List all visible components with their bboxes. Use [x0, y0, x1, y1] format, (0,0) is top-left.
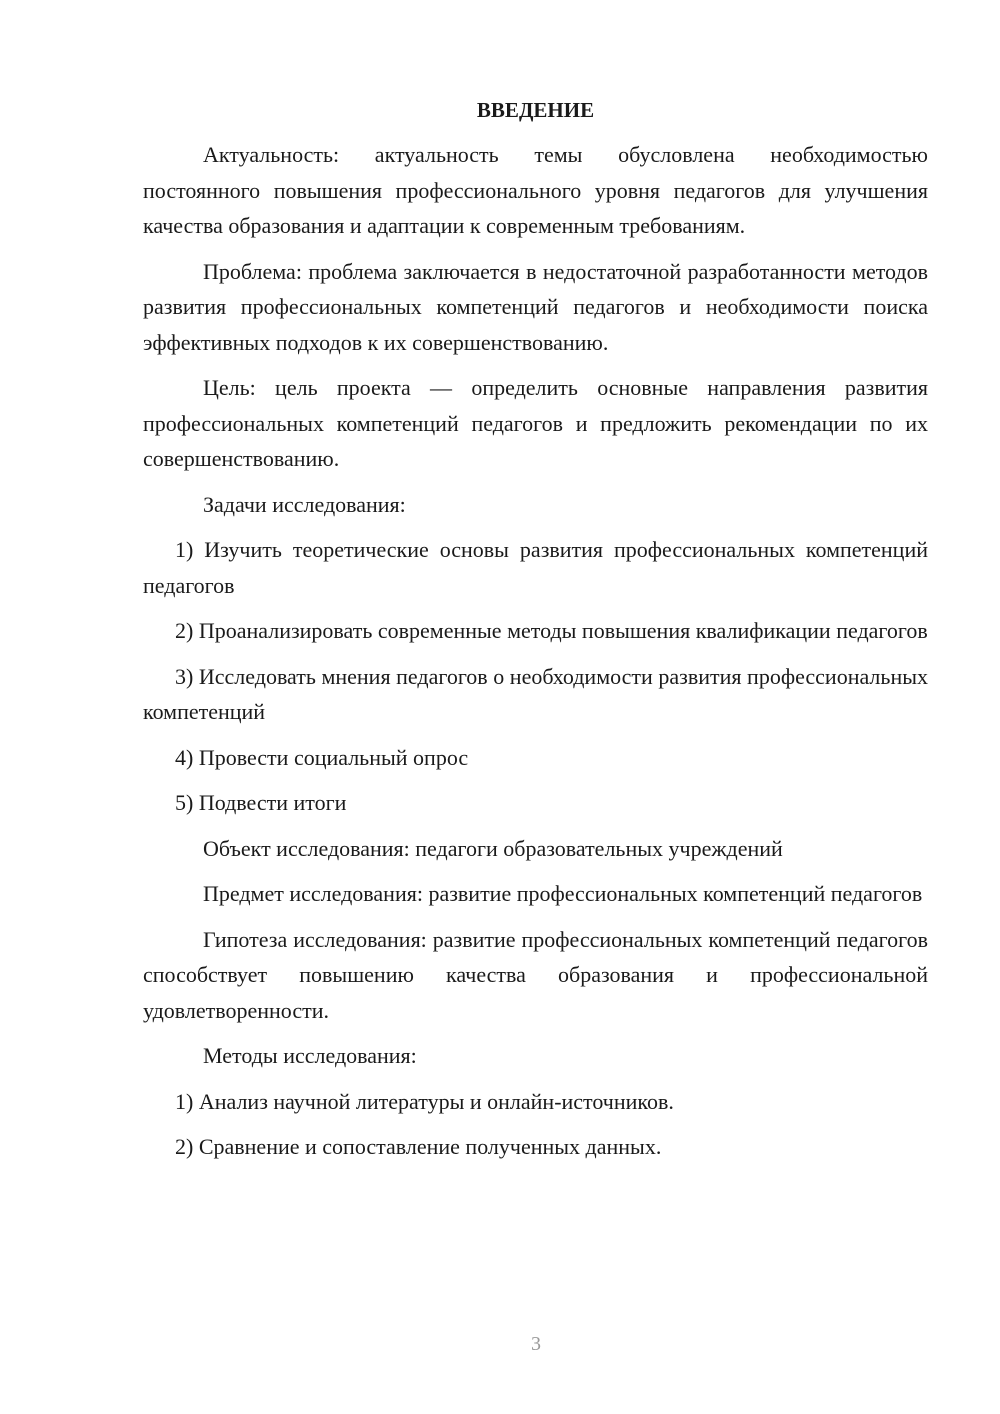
list-item-task-5: 5) Подвести итоги — [175, 790, 347, 815]
section-title: ВВЕДЕНИЕ — [476, 98, 595, 122]
list-item-method-1: 1) Анализ научной литературы и онлайн-источников. — [175, 1088, 674, 1114]
list-item-task-4: 4) Провести социальный опрос — [175, 744, 469, 770]
paragraph-tasks-heading: Задачи исследования: — [203, 491, 406, 517]
paragraph-methods-heading: Методы исследования: — [203, 1043, 417, 1068]
paragraph-problem: Проблема: проблема заключается в недостаточной разработанности методов развития профессиональных компетенций педагогов и необходимости поиска эффективных подходов к их совершенствованию. — [143, 258, 928, 355]
page-number: 3 — [531, 1333, 541, 1355]
page-content — [143, 93, 928, 1175]
list-item-method-2: 2) Сравнение и сопоставление полученных данных. — [175, 1134, 662, 1159]
list-item-task-1: 1) Изучить теоретические основы развития профессиональных компетенций педагогов — [143, 537, 928, 598]
paragraph-relevance: Актуальность: актуальность темы обусловлена необходимостью постоянного повышения профессионального уровня педагогов для улучшения качества образования и адаптации к современным требованиям. — [143, 142, 928, 238]
list-item-task-3: 3) Исследовать мнения педагогов о необходимости развития профессиональных компетенций — [143, 663, 928, 724]
paragraph-goal: Цель: цель проекта — определить основные направления развития профессиональных компетенций педагогов и предложить рекомендации по их совершенствованию. — [143, 375, 928, 471]
paragraph-subject: Предмет исследования: развитие профессиональных компетенций педагогов — [203, 881, 923, 906]
list-item-task-2: 2) Проанализировать современные методы повышения квалификации педагогов — [175, 618, 928, 643]
paragraph-object: Объект исследования: педагоги образовательных учреждений — [203, 835, 783, 861]
paragraph-hypothesis: Гипотеза исследования: развитие профессиональных компетенций педагогов способствует повышению качества образования и профессиональной удовлетворенности. — [143, 926, 928, 1023]
